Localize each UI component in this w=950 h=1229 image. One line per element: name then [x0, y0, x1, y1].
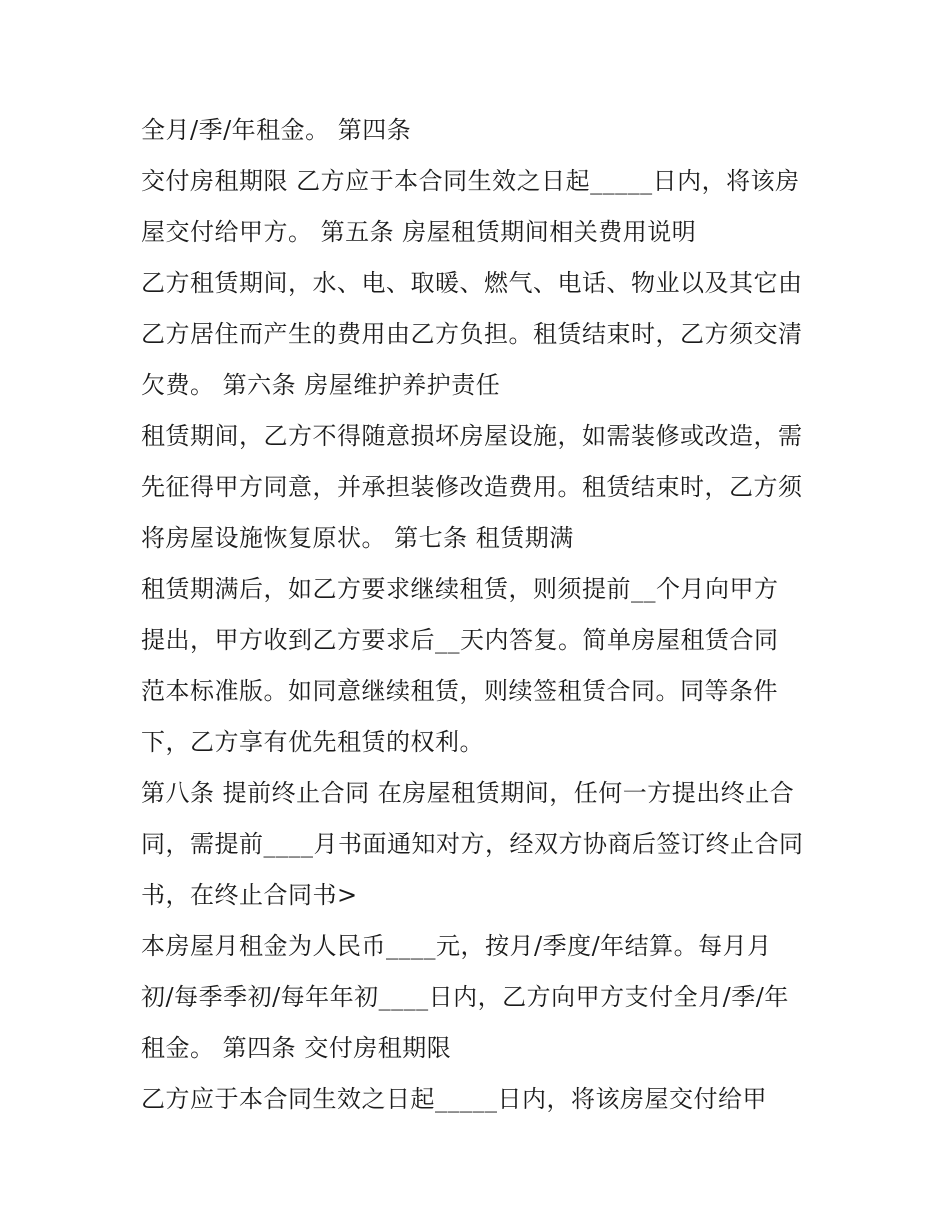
text-line: 下，乙方享有优先租赁的权利。 — [141, 728, 484, 756]
text-line: 租赁期间，乙方不得随意损坏房屋设施，如需装修或改造，需 — [141, 422, 803, 450]
text-line: 乙方租赁期间，水、电、取暖、燃气、电话、物业以及其它由 — [141, 269, 803, 297]
text-line: 范本标准版。如同意继续租赁，则续签租赁合同。同等条件 — [141, 677, 778, 705]
text-line: 将房屋设施恢复原状。 第七条 租赁期满 — [141, 524, 574, 552]
text-line: 租赁期满后，如乙方要求继续租赁，则须提前__个月向甲方 — [141, 575, 779, 603]
text-line: 屋交付给甲方。 第五条 房屋租赁期间相关费用说明 — [141, 218, 697, 246]
text-line: 先征得甲方同意，并承担装修改造费用。租赁结束时，乙方须 — [141, 473, 803, 501]
text-line: 书，在终止合同书> — [141, 881, 358, 909]
text-line: 第八条 提前终止合同 在房屋租赁期间，任何一方提出终止合 — [141, 779, 795, 807]
text-line: 乙方居住而产生的费用由乙方负担。租赁结束时，乙方须交清 — [141, 320, 803, 348]
text-line: 欠费。 第六条 房屋维护养护责任 — [141, 371, 501, 399]
text-line: 同，需提前____月书面通知对方，经双方协商后签订终止合同 — [141, 830, 804, 858]
text-line: 交付房租期限 乙方应于本合同生效之日起_____日内，将该房 — [141, 167, 800, 195]
text-line: 本房屋月租金为人民币____元，按月/季度/年结算。每月月 — [141, 932, 772, 960]
text-line: 提出，甲方收到乙方要求后__天内答复。简单房屋租赁合同 — [141, 626, 779, 654]
text-line: 全月/季/年租金。 第四条 — [141, 116, 412, 144]
text-line: 租金。 第四条 交付房租期限 — [141, 1034, 452, 1062]
text-line: 乙方应于本合同生效之日起_____日内，将该房屋交付给甲 — [141, 1085, 767, 1113]
contract-body — [141, 105, 831, 1125]
text-line: 初/每季季初/每年年初____日内，乙方向甲方支付全月/季/年 — [141, 983, 789, 1011]
